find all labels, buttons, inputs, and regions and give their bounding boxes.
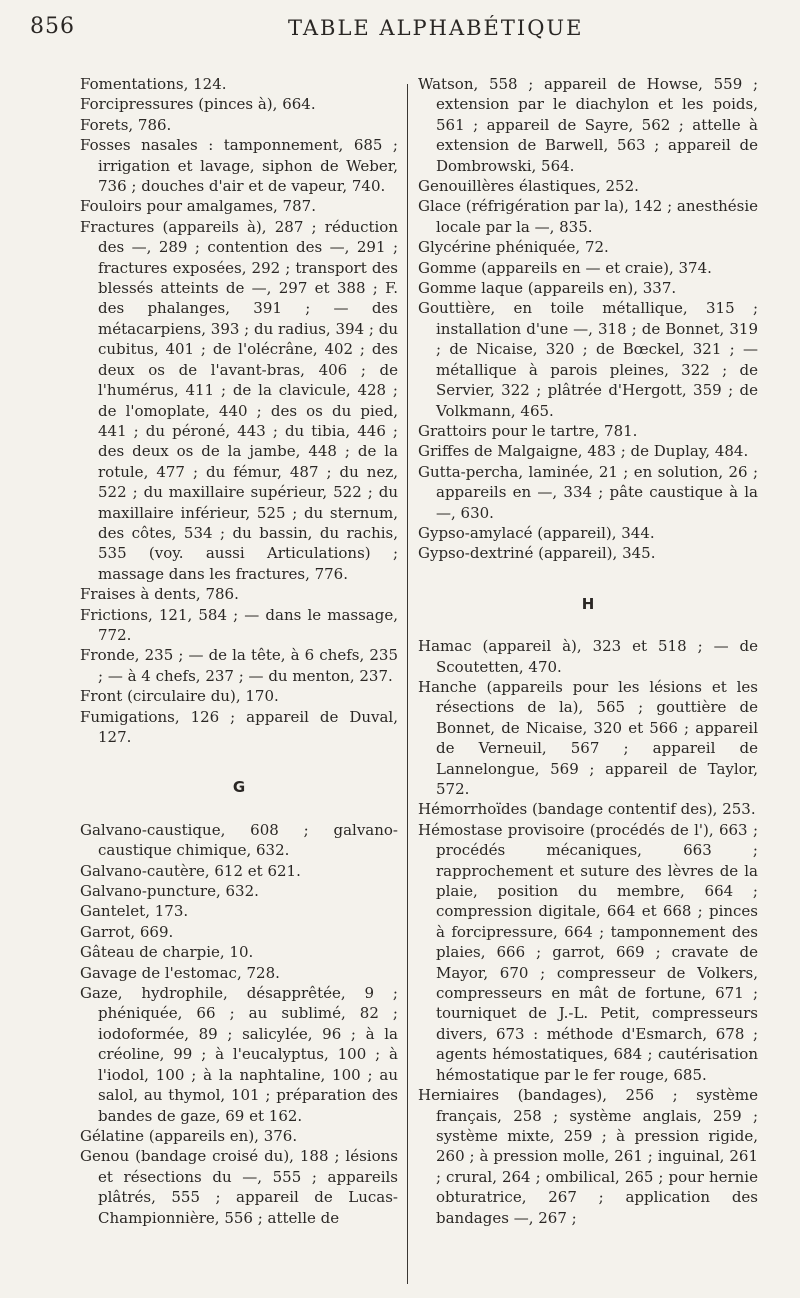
index-entry: Gélatine (appareils en), 376.: [80, 1126, 298, 1145]
index-entry: Glace (réfrigération par la), 142 ; anesthésie locale par la —, 835.: [418, 197, 759, 236]
index-entry: Fraises à dents, 786.: [80, 585, 239, 604]
index-entry: Fractures (appareils à), 287 ; réduction des —, 289 ; contention des —, 291 ; fractures exposées, 292 ; transport des blessés atteints de —, 297 et 388 ; F. des phalanges, 391 ; — des métacarpiens, 393 ; du radius, 394 ; du cubitus, 401 ; de l'olécrâne, 402 ; des deux os de l'avant-bras, 406 ; de l'humérus, 411 ; de la clavicule, 428 ; de l'omoplate, 440 ; des os du pied, 441 ; du péroné, 443 ; du tibia, 446 ; des deux os de la jambe, 448 ; de la rotule, 477 ; du fémur, 487 ; du nez, 522 ; du maxillaire supérieur, 522 ; du maxillaire inférieur, 525 ; du sternum, des côtes, 534 ; du bassin, du rachis, 535 (voy. aussi Articulations) ; massage dans les fractures, 776.: [80, 217, 398, 583]
index-entry: Glycérine phéniquée, 72.: [418, 238, 609, 257]
index-entry: Hémorrhoïdes (bandage contentif des), 253.: [418, 800, 756, 819]
index-section-h: [418, 636, 758, 1228]
index-section-f: [80, 74, 398, 747]
index-entry: Garrot, 669.: [80, 922, 174, 941]
index-entry: Fumigations, 126 ; appareil de Duval, 127.: [80, 707, 398, 746]
running-title: TABLE ALPHABÉTIQUE: [288, 16, 584, 40]
index-entry: Gomme (appareils en — et craie), 374.: [418, 258, 712, 277]
index-entry: Gaze, hydrophile, désapprêtée, 9 ; phéniquée, 66 ; au sublimé, 82 ; iodoformée, 89 ; salicylée, 96 ; à la créoline, 99 ; à l'eucalyptus, 100 ; à l'iodol, 100 ; à la naphtaline, 100 ; au salol, au thymol, 101 ; préparation des bandes de gaze, 69 et 162.: [80, 984, 398, 1125]
index-entry: Gavage de l'estomac, 728.: [80, 963, 280, 982]
index-entry: Galvano-puncture, 632.: [80, 882, 259, 901]
index-entry: Fronde, 235 ; — de la tête, à 6 chefs, 235 ; — à 4 chefs, 237 ; — du menton, 237.: [80, 646, 398, 685]
index-entry: Hanche (appareils pour les lésions et les résections de la), 565 ; gouttière de Bonnet, de Nicaise, 320 et 566 ; appareil de Verneuil, 567 ; appareil de Lannelongue, 569 ; appareil de Taylor, 572.: [418, 677, 758, 798]
index-section-g-continued: [418, 74, 758, 564]
index-entry: Herniaires (bandages), 256 ; système français, 258 ; système anglais, 259 ; système mixte, 259 ; à pression rigide, 260 ; à pression molle, 261 ; inguinal, 261 ; crural, 264 ; ombilical, 265 ; pour hernie obturatrice, 267 ; application des bandages —, 267 ;: [418, 1086, 758, 1227]
index-entry: Gantelet, 173.: [80, 902, 189, 921]
index-entry: Frictions, 121, 584 ; — dans le massage, 772.: [80, 605, 398, 644]
index-entry: Grattoirs pour le tartre, 781.: [418, 421, 638, 440]
index-entry: Fosses nasales : tamponnement, 685 ; irrigation et lavage, siphon de Weber, 736 ; douches d'air et de vapeur, 740.: [80, 136, 398, 196]
index-section-g: [80, 820, 398, 1228]
index-entry: Galvano-caustique, 608 ; galvano-caustique chimique, 632.: [80, 820, 398, 860]
index-entry: Hémostase provisoire (procédés de l'), 663 ; procédés mécaniques, 663 ; rapprochement et suture des lèvres de la plaie, position du membre, 664 ; compression digitale, 664 et 668 ; pinces à forcipressure, 664 ; tamponnement des plaies, 666 ; garrot, 669 ; cravate de Mayor, 670 ; compresseur de Volkers, compresseurs en mât de fortune, 671 ; tourniquet de J.-L. Petit, compresseurs divers, 673 : méthode d'Esmarch, 678 ; agents hémostatiques, 684 ; cautérisation hémostatique par le fer rouge, 685.: [418, 820, 758, 1084]
index-entry: Hamac (appareil à), 323 et 518 ; — de Scoutetten, 470.: [418, 637, 758, 676]
right-column: [418, 74, 758, 1228]
index-entry: Genou (bandage croisé du), 188 ; lésions et résections du —, 555 ; appareils plâtrés, 555 ; appareil de Lucas-Championnière, 556 ; attelle de: [80, 1147, 398, 1227]
index-entry: Gâteau de charpie, 10.: [80, 943, 254, 962]
page-header: [30, 8, 770, 48]
index-entry: Gutta-percha, laminée, 21 ; en solution, 26 ; appareils en —, 334 ; pâte caustique à la —, 630.: [418, 462, 758, 522]
index-entry: Watson, 558 ; appareil de Howse, 559 ; extension par le diachylon et les poids, 561 ; appareil de Sayre, 562 ; attelle à extension de Barwell, 563 ; appareil de Dombrowski, 564.: [418, 75, 758, 175]
index-entry: Galvano-cautère, 612 et 621.: [80, 861, 301, 880]
column-divider: [407, 84, 408, 1284]
index-entry: Genouillères élastiques, 252.: [418, 177, 639, 196]
index-entry: Front (circulaire du), 170.: [80, 687, 279, 706]
left-column: [80, 74, 398, 1228]
index-entry: Fouloirs pour amalgames, 787.: [80, 197, 316, 216]
index-entry: Forcipressures (pinces à), 664.: [80, 95, 316, 114]
section-letter-g: G: [232, 778, 246, 797]
index-entry: Gypso-amylacé (appareil), 344.: [418, 523, 655, 542]
index-entry: Gypso-dextriné (appareil), 345.: [418, 544, 656, 563]
index-entry: Griffes de Malgaigne, 483 ; de Duplay, 484.: [418, 442, 749, 461]
index-entry: Gouttière, en toile métallique, 315 ; installation d'une —, 318 ; de Bonnet, 319 ; de Nicaise, 320 ; de Bœckel, 321 ; — métallique à parois pleines, 322 ; de Servier, 322 ; plâtrée d'Hergott, 359 ; de Volkmann, 465.: [418, 299, 758, 420]
section-letter-h: H: [581, 594, 595, 613]
page-number: 856: [30, 14, 75, 39]
index-entry: Fomentations, 124.: [80, 75, 227, 93]
index-entry: Gomme laque (appareils en), 337.: [418, 279, 677, 298]
index-entry: Forets, 786.: [80, 115, 172, 134]
